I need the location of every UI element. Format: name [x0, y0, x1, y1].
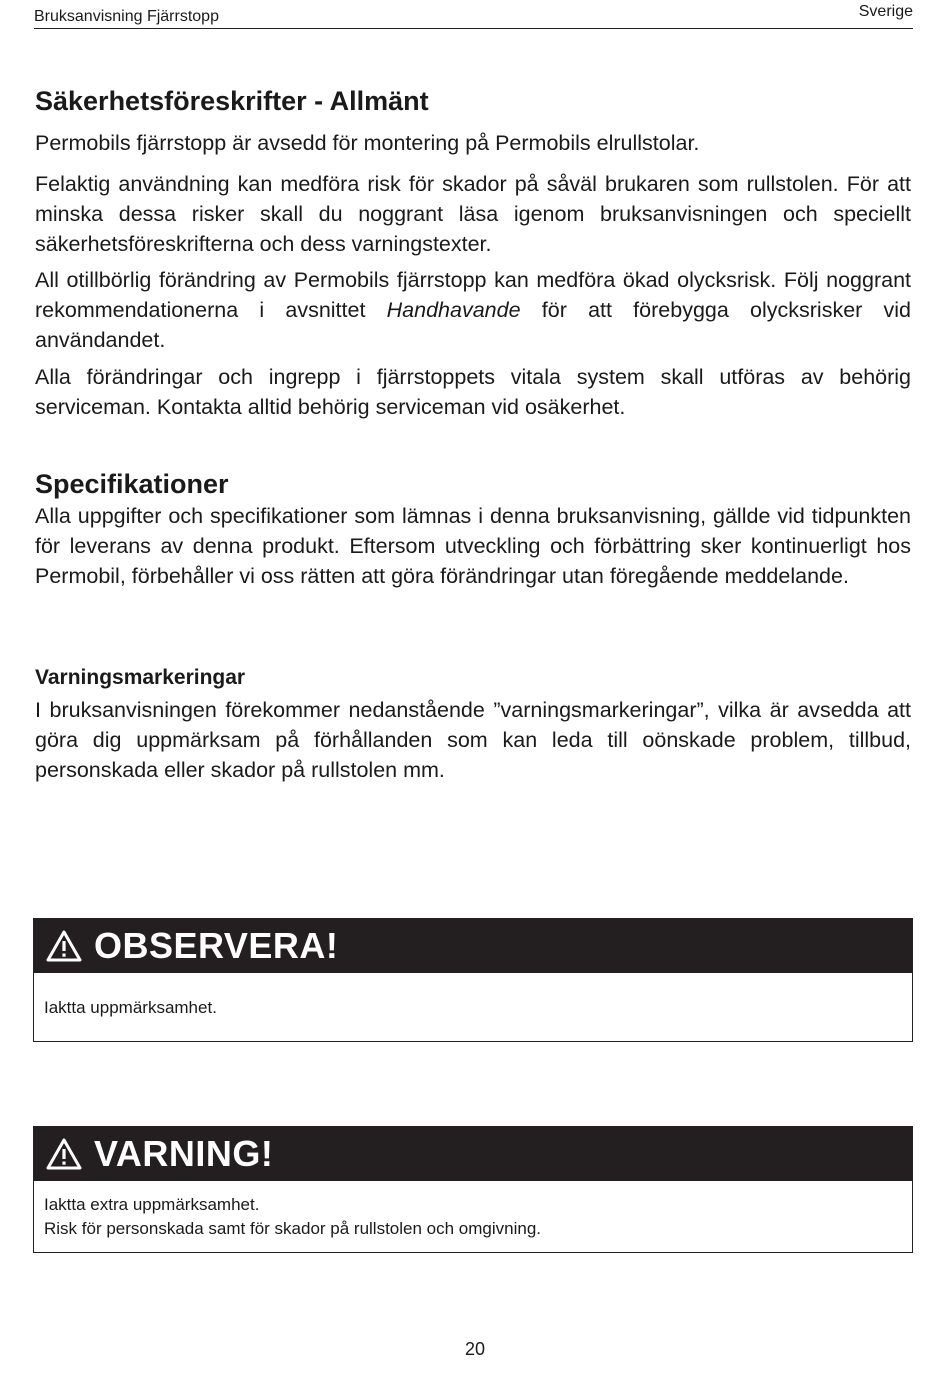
observera-text: Iaktta uppmärksamhet.: [44, 998, 217, 1017]
safety-paragraph-3-start: All otillbörlig förändring av Permobils fjärrstopp kan medföra ökad olycksrisk. Följ noggrant rekommendationerna i avsnittet: [35, 268, 911, 322]
observera-body: [34, 973, 912, 1020]
page-header: [34, 4, 913, 29]
varning-header-bar: [34, 1127, 912, 1181]
warning-triangle-icon: [46, 930, 82, 962]
header-document-title: Bruksanvisning Fjärrstopp: [34, 8, 219, 25]
safety-paragraph-3-end: för att förebygga olycksrisker vid användandet.: [35, 298, 912, 352]
varning-body: [34, 1181, 912, 1241]
varning-title: VARNING!: [94, 1133, 274, 1174]
varning-text-line-2: Risk för personskada samt för skador på rullstolen och omgivning.: [44, 1219, 542, 1238]
observera-box: [33, 918, 913, 1042]
varning-box: [33, 1126, 913, 1253]
safety-paragraph-3: [35, 265, 911, 355]
warning-markings-paragraph: I bruksanvisningen förekommer nedanstående ”varningsmarkeringar”, vilka är avsedda att göra dig uppmärksam på förhållanden som kan leda till oönskade problem, tillbud, personskada eller skador på rullstolen mm.: [35, 698, 911, 782]
safety-paragraph-1: Permobils fjärrstopp är avsedd för montering på Permobils elrullstolar.: [35, 131, 700, 155]
section-title-warning-markings: Varningsmarkeringar: [35, 666, 246, 689]
warning-triangle-icon: [46, 1138, 82, 1170]
section-title-specifications: Specifikationer: [35, 469, 229, 499]
safety-paragraph-4: Alla förändringar och ingrepp i fjärrstoppets vitala system skall utföras av behörig serviceman. Kontakta alltid behörig serviceman vid osäkerhet.: [35, 365, 911, 419]
varning-text-line-1: Iaktta extra uppmärksamhet.: [44, 1195, 260, 1214]
observera-title: OBSERVERA!: [94, 925, 339, 966]
handhavande-reference: Handhavande: [386, 298, 521, 322]
specifications-paragraph: Alla uppgifter och specifikationer som lämnas i denna bruksanvisning, gällde vid tidpunkten för leverans av denna produkt. Eftersom utveckling och förbättring sker kontinuerligt hos Permobil, förbehåller vi oss rätten att göra förändringar utan föregående meddelande.: [35, 504, 911, 588]
observera-header-bar: [34, 919, 912, 973]
header-language: Sverige: [858, 3, 913, 20]
safety-paragraph-2: Felaktig användning kan medföra risk för skador på såväl brukaren som rullstolen. För att minska dessa risker skall du noggrant läsa igenom bruksanvisningen och speciellt säkerhetsföreskrifterna och dess varningstexter.: [35, 172, 911, 256]
page-number: 20: [464, 1339, 486, 1359]
section-title-safety: Säkerhetsföreskrifter - Allmänt: [35, 86, 429, 116]
